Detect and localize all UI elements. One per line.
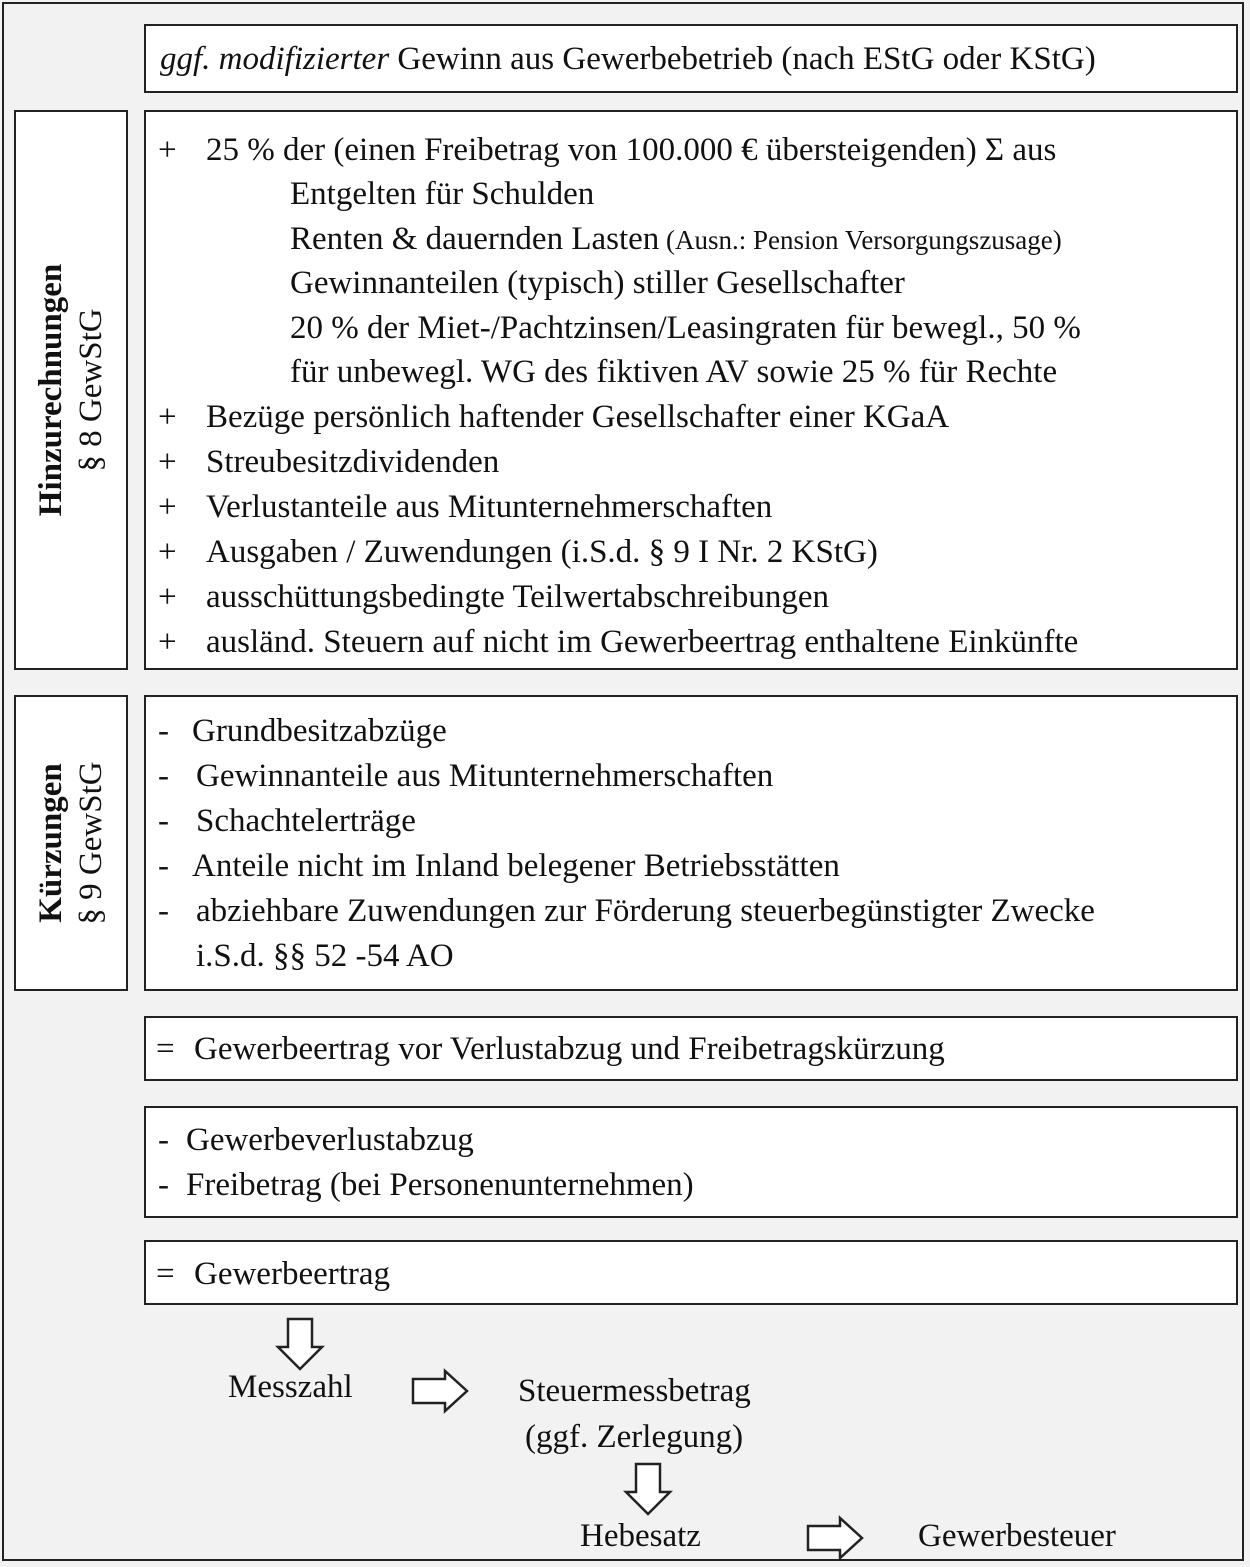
down-arrow-icon	[276, 1317, 326, 1371]
right-arrow-icon	[806, 1516, 866, 1560]
kuerz-item: Schachtelerträge	[196, 803, 416, 839]
hinzu-sub-1-text: Renten & dauernden Lasten	[290, 221, 660, 257]
kuerz-continuation: i.S.d. §§ 52 -54 AO	[196, 938, 454, 974]
deduction-sign: -	[158, 1167, 169, 1203]
hinzu-item-sign: +	[158, 399, 177, 435]
hinzu-item: Streubesitzdividenden	[206, 444, 500, 480]
result2-sign: =	[156, 1256, 175, 1292]
deduction-item: Gewerbeverlustabzug	[186, 1122, 474, 1158]
hinzu-sub-3: 20 % der Miet-/Pachtzinsen/Leasingraten für bewegl., 50 %	[290, 310, 1081, 346]
hinzu-first-line: 25 % der (einen Freibetrag von 100.000 € übersteigenden) Σ aus	[206, 132, 1057, 168]
kuerz-item-sign: -	[158, 758, 169, 794]
hinzu-sub-note: (Ausn.: Pension Versorgungszusage)	[659, 225, 1062, 255]
hinzu-item-sign: +	[158, 489, 177, 525]
hinzu-item: Verlustanteile aus Mitunternehmerschaften	[206, 489, 773, 525]
hinzu-side-label	[14, 110, 128, 670]
deduction-sign: -	[158, 1122, 169, 1158]
kuerz-item-sign: -	[158, 893, 169, 929]
kuerz-item: Anteile nicht im Inland belegener Betriebsstätten	[192, 848, 840, 884]
kuerz-label: Kürzungen	[33, 763, 69, 923]
hinzu-item: ausländ. Steuern auf nicht im Gewerbeertrag enthaltene Einkünfte	[206, 624, 1079, 660]
hinzu-box	[144, 110, 1238, 670]
result1-box	[144, 1016, 1238, 1081]
hinzu-item: Ausgaben / Zuwendungen (i.S.d. § 9 I Nr. 2 KStG)	[206, 534, 878, 570]
hinzu-sub-2: Gewinnanteilen (typisch) stiller Gesellschafter	[290, 265, 905, 301]
steuermessbetrag-label: Steuermessbetrag	[518, 1373, 751, 1409]
kuerz-item: abziehbare Zuwendungen zur Förderung steuerbegünstigter Zwecke	[196, 893, 1095, 929]
down-arrow-icon	[624, 1462, 674, 1516]
kuerz-law: § 9 GewStG	[73, 761, 109, 925]
deduction-item: Freibetrag (bei Personenunternehmen)	[186, 1167, 694, 1203]
profit-box	[144, 24, 1238, 93]
kuerz-item-sign: -	[158, 803, 169, 839]
hinzu-item-sign: +	[158, 534, 177, 570]
deductions-box	[144, 1106, 1238, 1218]
kuerz-item-sign: -	[158, 848, 169, 884]
profit-main: Gewinn aus Gewerbebetrieb (nach EStG oder KStG)	[389, 41, 1096, 77]
messzahl-label: Messzahl	[228, 1369, 353, 1405]
right-arrow-icon	[411, 1369, 471, 1413]
hinzu-sub-1	[290, 219, 1062, 260]
kuerz-item: Gewinnanteile aus Mitunternehmerschaften	[196, 758, 774, 794]
hinzu-sub-4: für unbewegl. WG des fiktiven AV sowie 25 % für Rechte	[290, 354, 1058, 390]
gewerbesteuer-label: Gewerbesteuer	[918, 1518, 1116, 1554]
hinzu-law: § 8 GewStG	[73, 308, 109, 472]
zerlegung-label: (ggf. Zerlegung)	[525, 1419, 744, 1455]
result1-sign: =	[156, 1031, 175, 1067]
kuerz-item-sign: -	[158, 713, 169, 749]
hinzu-item-sign: +	[158, 444, 177, 480]
result2-text: Gewerbeertrag	[194, 1256, 391, 1292]
result1-text: Gewerbeertrag vor Verlustabzug und Freibetragskürzung	[194, 1031, 945, 1067]
kuerz-vertical-text	[31, 761, 111, 924]
hinzu-item-sign: +	[158, 579, 177, 615]
kuerz-side-label	[14, 695, 128, 991]
hinzu-item: ausschüttungsbedingte Teilwertabschreibungen	[206, 579, 830, 615]
result2-box	[144, 1240, 1238, 1305]
hinzu-label: Hinzurechnungen	[33, 263, 69, 517]
profit-text	[160, 39, 1096, 79]
hinzu-item-sign: +	[158, 624, 177, 660]
profit-prefix: ggf. modifizierter	[160, 41, 390, 77]
kuerz-box	[144, 695, 1238, 991]
hinzu-vertical-text	[31, 264, 111, 516]
hinzu-item: Bezüge persönlich haftender Gesellschafter einer KGaA	[206, 399, 950, 435]
hinzu-sub-0: Entgelten für Schulden	[290, 176, 595, 212]
hebesatz-label: Hebesatz	[580, 1518, 701, 1554]
kuerz-item: Grundbesitzabzüge	[192, 713, 447, 749]
hinzu-first-sign: +	[158, 132, 177, 168]
